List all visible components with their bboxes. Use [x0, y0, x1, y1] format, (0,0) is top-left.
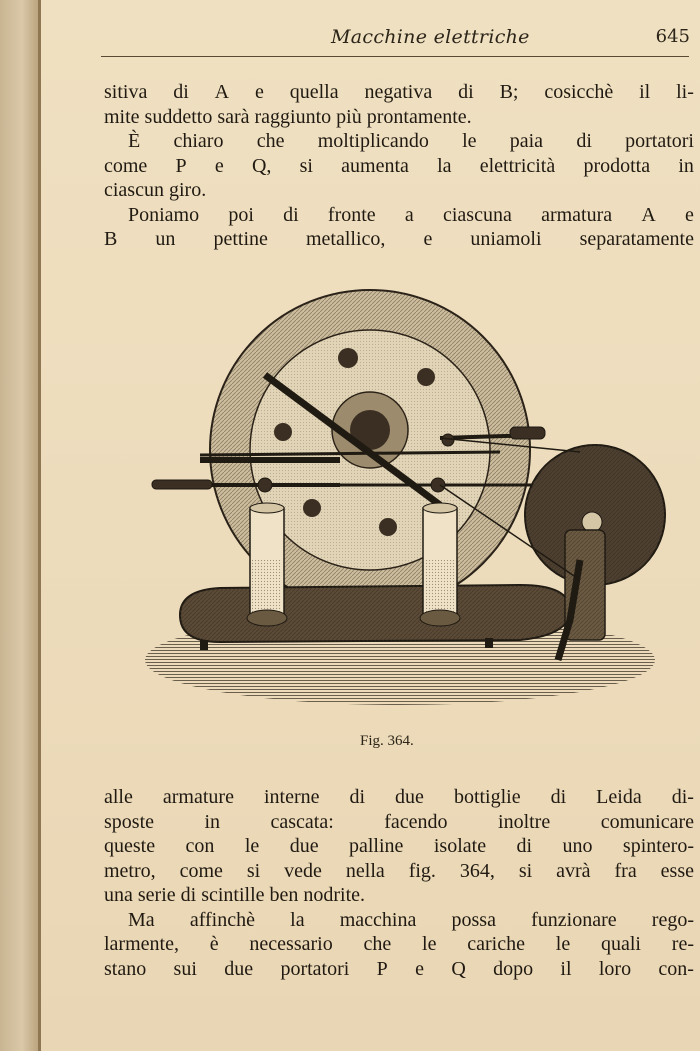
text-line: B un pettine metallico, e uniamoli separatamente: [104, 228, 694, 250]
leyden-jar-right: [420, 503, 460, 626]
text-line: È chiaro che moltiplicando le paia di portatori: [128, 130, 694, 152]
text-line: una serie di scintille ben nodrite.: [104, 884, 366, 906]
leyden-jar-left: [247, 503, 287, 626]
top-paragraphs: [104, 80, 694, 252]
text-line: mite suddetto sarà raggiunto più prontamente.: [104, 105, 472, 128]
text-line: sitiva di A e quella negativa di B; cosicchè il li-: [104, 81, 694, 103]
text-line: metro, come si vede nella fig. 364, si avrà fra esse: [104, 859, 694, 882]
text-line: larmente, è necessario che le cariche le quali re-: [104, 933, 694, 955]
base-board: [180, 585, 570, 650]
text-line: Poniamo poi di fronte a ciascuna armatura A e: [128, 203, 694, 226]
book-gutter: [0, 0, 40, 1051]
bottom-paragraphs: [104, 785, 694, 981]
text-line: queste con le due palline isolate di uno spintero-: [104, 835, 694, 857]
running-title: Macchine elettriche: [331, 26, 530, 48]
text-line: stano sui due portatori P e Q dopo il loro con-: [104, 957, 694, 980]
page-number: 645: [655, 26, 690, 47]
text-line: ciascun giro.: [104, 179, 207, 201]
electrostatic-machine-illustration: [140, 280, 670, 710]
text-line: Ma affinchè la macchina possa funzionare rego-: [128, 908, 694, 931]
running-head: [41, 26, 700, 50]
header-rule: [101, 56, 689, 57]
text-line: sposte in cascata: facendo inoltre comunicare: [104, 810, 694, 833]
figure-engraving: [140, 280, 670, 710]
figure-caption: Fig. 364.: [360, 733, 414, 749]
text-line: come P e Q, si aumenta la elettricità prodotta in: [104, 154, 694, 177]
text-line: alle armature interne di due bottiglie di Leida di-: [104, 786, 694, 808]
